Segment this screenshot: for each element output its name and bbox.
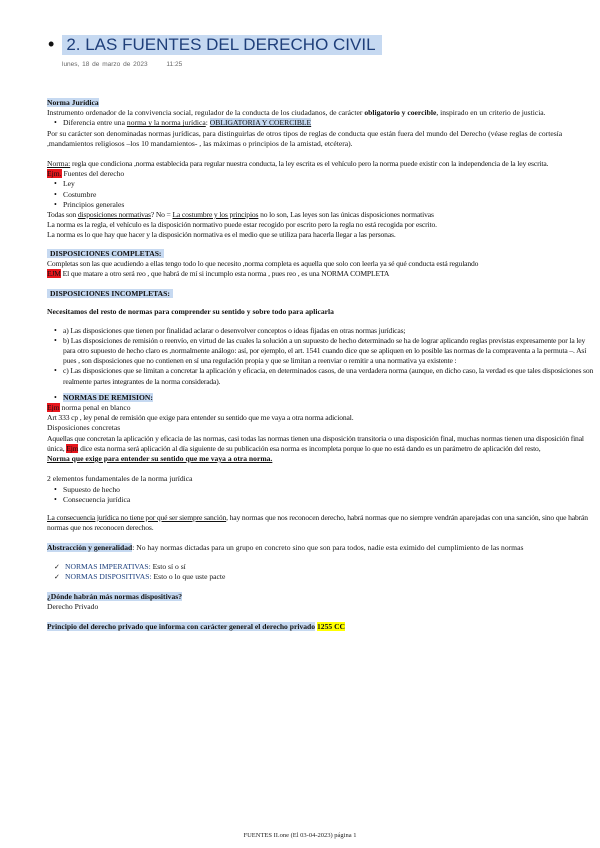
list-item: ✓ NORMAS DISPOSITIVAS: Esto o lo que uste pacte	[65, 572, 595, 582]
list-item: • c) Las disposiciones que se limitan a concretar la aplicación y eficacia, en determinados casos, de una verdadera norma (aunque, en dicho caso, la verdad es que tales disposiciones son realmente partes integrantes de la norma considerada).	[63, 366, 595, 386]
norma-juridica-desc: Instrumento ordenador de la convivencia social, regulador de la conducta de los ciudadanos, de carácter obligatorio y coercible, inspirado en un criterio de justicia.	[47, 108, 546, 118]
list-item: • Costumbre	[63, 190, 595, 200]
abstraccion: Abstracción y generalidad: No hay normas dictadas para un grupo en concreto sino que son para todos, nadie esta eximido del cumplimiento de las normas	[47, 543, 524, 553]
elementos-conseq: La consecuencia jurídica no tiene por qué ser siempre sanción, hay normas que nos reconocen derecho, habrá normas que no siempre vendrán aparejadas con una sanción, sino que habrán normas que nos reconocen derechos.	[47, 512, 588, 533]
norma-line2: La norma es la regla, el vehículo es la disposición normativo puede estar recogido por escrito pero la regla no está recogida por escrito.	[47, 220, 437, 230]
remision-ejm: Ejm norma penal en blanco	[47, 403, 131, 413]
bullet-icon: •	[48, 34, 55, 54]
fuentes-list	[47, 179, 595, 210]
incompletas-list	[47, 326, 595, 387]
norma-ejm: Ejm. Fuentes del derecho	[47, 169, 125, 179]
list-item: • Diferencia entre una norma y la norma jurídica: OBLIGATORIA Y COERCIBLE	[63, 118, 595, 128]
dispositivas-question: ¿Dónde habrán más normas dispositivas?	[47, 591, 183, 601]
dispositivas-principio: Principio del derecho privado que informa con carácter general el derecho privado 1255 CC	[47, 622, 346, 632]
norma-juridica-heading: Norma Jurídica	[47, 98, 99, 107]
remision-concretas: Disposiciones concretas	[47, 423, 121, 433]
list-item: • Consecuencia jurídica	[63, 495, 595, 505]
list-item	[63, 393, 595, 403]
completas-heading: DISPOSICIONES COMPLETAS:	[47, 249, 164, 258]
page-title[interactable]: 2. LAS FUENTES DEL DERECHO CIVIL	[62, 35, 381, 55]
dispositivas-answer: Derecho Privado	[47, 602, 99, 612]
list-item: • b) Las disposiciones de remisión o reenvío, en virtud de las cuales la solución a un supuesto de hecho determinado se ha de lograr aplicando reglas previstas expresamente por la ley para otro supuesto de hecho claro es ,normalmente análogo: así, por ejemplo, el art. 1541 cuando dice que se apliquen en lo posible las normas de la compraventa a la permuta –. Así pues , son disposiciones que no contienen en sí una regulación propia y que se limitan a reenviar o remitir a una normativa ya existente :	[63, 336, 595, 367]
elementos-list	[47, 485, 595, 505]
meta-date: lunes, 18 de marzo de 2023	[62, 61, 148, 68]
list-item: • Principios generales	[63, 200, 595, 210]
remision-aquellas: Aquellas que concretan la aplicación y eficacia de las normas, casi todas las normas tienen una disposición transitoria o una disposición final, muchas normas tienen una disposición final única, Ejm dice esta norma será aplicación al día siguiente de su publicación esa norma es incompleta porque lo que no está dando es un parámetro de aplicación del resto,	[47, 433, 584, 453]
list-item: • Supuesto de hecho	[63, 485, 595, 495]
remision-art: Art 333 cp , ley penal de remisión que exige para entender su sentido que me vaya a otra norma adicional.	[47, 413, 354, 423]
remision-heading: NORMAS DE REMISION:	[63, 392, 153, 402]
completas-text: Completas son las que acudiendo a ellas tengo todo lo que necesito ,norma completa es aquella que solo con leerla ya sé qué conducta está regulando	[47, 258, 479, 268]
list-item: • Ley	[63, 179, 595, 189]
norma-juridica-para: Por su carácter son denominadas normas jurídicas, para distinguirlas de otros tipos de reglas de conducta que están fuera del mundo del Derecho (véase reglas de cortesía ,mandamientos religiosos –los 10 mandamientos- , las máximas o principios de la amistad, etcétera).	[47, 128, 563, 148]
diff-list	[47, 118, 595, 128]
remision-norma-exige: Norma que exige para entender su sentido que me vaya a otra norma.	[47, 454, 273, 464]
meta-info	[62, 61, 198, 68]
remision-list	[47, 393, 595, 403]
norma-def: Norma: regla que condiciona ,norma establecida para regular nuestra conducta, la ley escrita es el vehículo pero la norma puede existir con la independencia de la ley escrita.	[47, 159, 549, 169]
list-item: • a) Las disposiciones que tienen por finalidad aclarar o desenvolver conceptos o ideas fijadas en otras normas jurídicas;	[63, 326, 595, 336]
norma-line3: La norma es lo que hay que hacer y la disposición normativa es el medio que se utiliza para hacerla llegar a las personas.	[47, 230, 396, 240]
note-content[interactable]	[47, 98, 595, 633]
elementos-title: 2 elementos fundamentales de la norma jurídica	[47, 474, 193, 484]
page-footer: FUENTES II.one (El 03-04-2023) página 1	[243, 832, 357, 839]
list-item: ✓ NORMAS IMPERATIVAS: Esto sí o sí	[65, 562, 595, 572]
incompletas-heading: DISPOSICIONES INCOMPLETAS:	[47, 289, 173, 298]
abstraccion-list	[47, 562, 595, 582]
incompletas-subheading: Necesitamos del resto de normas para comprender su sentido y sobre todo para aplicarla	[47, 307, 334, 317]
norma-todas: Todas son disposiciones normativas? No = La costumbre y los principios no lo son, Las leyes son las únicas disposiciones normativas	[47, 210, 434, 220]
title-row	[48, 34, 382, 55]
completas-ejm: EJM El que matare a otro será reo , que habrá de mí si incumplo esta norma , pues reo , es una NORMA COMPLETA	[47, 269, 390, 279]
meta-time: 11:25	[166, 61, 183, 68]
